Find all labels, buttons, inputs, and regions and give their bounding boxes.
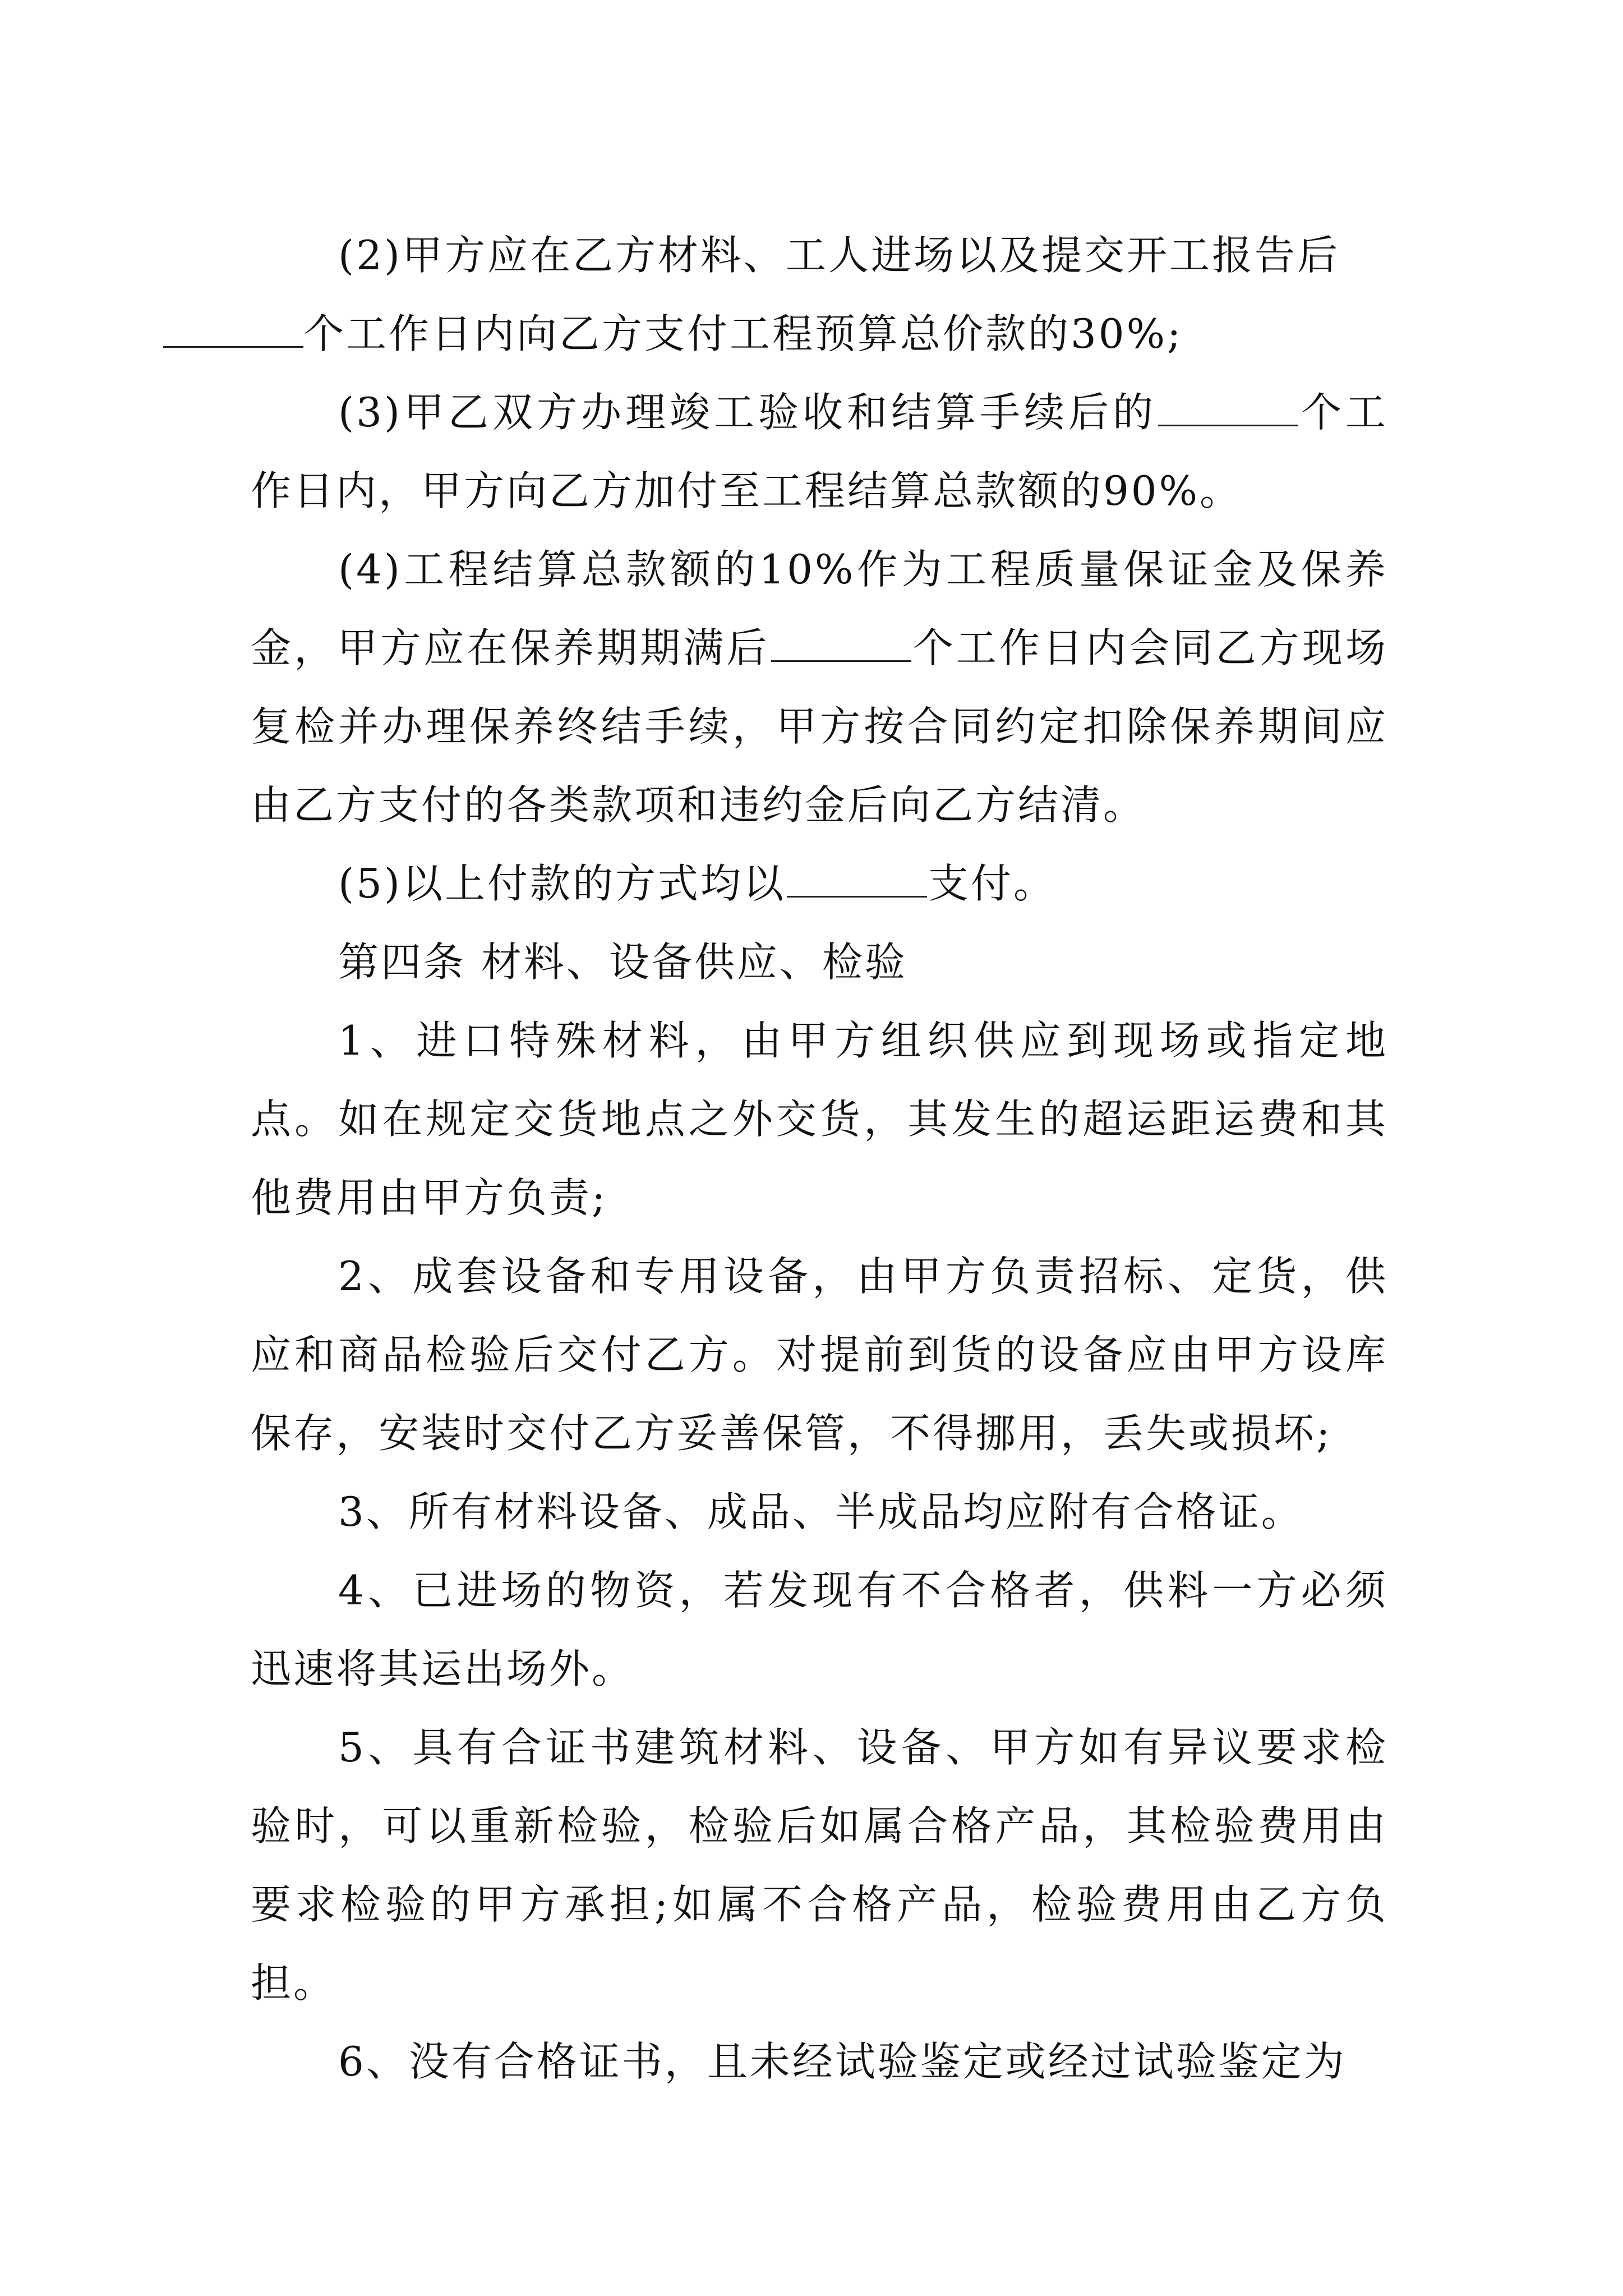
article-4-heading: 第四条 材料、设备供应、检验	[338, 938, 907, 986]
clause-4-text-after: 个工作日内会同乙方现场复检并办理保养终结手续，甲方按合同约定扣除保养期间应由乙方支付的各类款项和违约金后向乙方结清。	[251, 624, 1388, 829]
clause-4-text-before: (4)工程结算总款额的10%作为工程质量保证金及保养金，甲方应在保养期期满后	[251, 546, 1388, 671]
item-1-paragraph: 1、进口特殊材料，由甲方组织供应到现场或指定地点。如在规定交货地点之外交货，其发生的超运距运费和其他费用由甲方负责;	[251, 1017, 1388, 1221]
clause-5-text-after: 支付。	[928, 860, 1057, 907]
document-body	[251, 216, 1388, 2101]
clause-3-paragraph	[251, 373, 1388, 530]
clause-2-paragraph	[251, 216, 1388, 373]
blank-field	[787, 862, 927, 898]
blank-field	[1158, 391, 1298, 426]
clause-5-text-before: (5)以上付款的方式均以	[338, 860, 786, 907]
blank-field	[771, 627, 911, 662]
clause-3-text-after: 个工作日内，甲方向乙方加付至工程结算总款额的90%。	[251, 389, 1388, 514]
item-2-paragraph: 2、成套设备和专用设备，由甲方负责招标、定货，供应和商品检验后交付乙方。对提前到货的设备应由甲方设库保存，安装时交付乙方妥善保管，不得挪用，丢失或损坏;	[251, 1253, 1388, 1457]
item-4-paragraph: 4、已进场的物资，若发现有不合格者，供料一方必须迅速将其运出场外。	[251, 1567, 1388, 1692]
clause-5-paragraph	[251, 844, 1388, 923]
clause-2-text-after: 个工作日内向乙方支付工程预算总价款的30%;	[303, 310, 1183, 357]
item-3-paragraph: 3、所有材料设备、成品、半成品均应附有合格证。	[338, 1488, 1304, 1535]
item-5-paragraph: 5、具有合证书建筑材料、设备、甲方如有异议要求检验时，可以重新检验，检验后如属合格产品，其检验费用由要求检验的甲方承担;如属不合格产品，检验费用由乙方负担。	[251, 1724, 1388, 2007]
clause-3-text-before: (3)甲乙双方办理竣工验收和结算手续后的	[338, 389, 1157, 436]
blank-field	[163, 312, 303, 348]
clause-4-paragraph	[251, 530, 1388, 844]
clause-2-text-before: (2)甲方应在乙方材料、工人进场以及提交开工报告后	[338, 232, 1340, 279]
item-6-paragraph: 6、没有合格证书，且未经试验鉴定或经过试验鉴定为	[338, 2038, 1347, 2085]
